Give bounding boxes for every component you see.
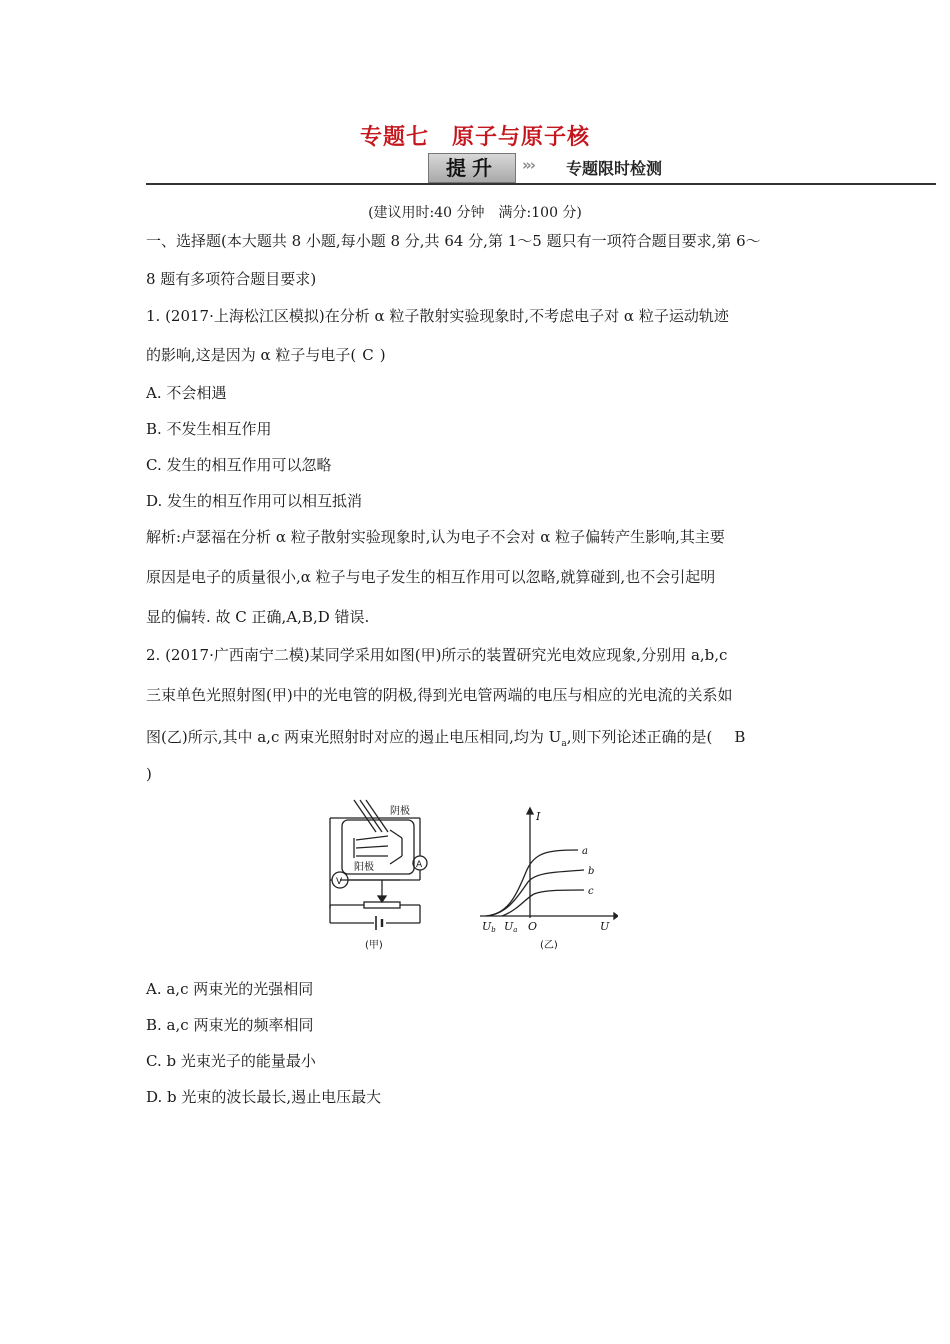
question-2-option-a: A. a,c 两束光的光强相同: [146, 980, 314, 998]
question-1-stem-line1: 1. (2017·上海松江区模拟)在分析 α 粒子散射实验现象时,不考虑电子对 α 粒子运动轨迹: [146, 307, 729, 325]
question-2-stem-line1: 2. (2017·广西南宁二模)某同学采用如图(甲)所示的装置研究光电效应现象,分别用 a,b,c: [146, 646, 728, 664]
question-2-stem-line4: ): [146, 765, 152, 783]
incident-light-ray: [366, 800, 388, 832]
chevron-right-icon: »›: [522, 156, 534, 174]
question-2-stem-line3: [146, 726, 751, 749]
question-2-option-b: B. a,c 两束光的频率相同: [146, 1016, 314, 1034]
question-1-paren-close: ): [379, 346, 386, 364]
question-1-analysis-line1: 解析:卢瑟福在分析 α 粒子散射实验现象时,认为电子不会对 α 粒子偏转产生影响,其主要: [146, 528, 725, 546]
curve-a: [486, 850, 578, 916]
question-1-stem-text: 的影响,这是因为 α 粒子与电子(: [146, 346, 357, 364]
ammeter-label: A: [416, 860, 423, 870]
section-instructions-line2: 8 题有多项符合题目要求): [146, 270, 317, 288]
voltmeter-label: V: [336, 877, 343, 887]
question-1-option-b: B. 不发生相互作用: [146, 420, 272, 438]
question-2-answer: B: [734, 728, 746, 746]
curve-c-label: c: [588, 886, 594, 897]
ua-label: Ua: [504, 920, 518, 934]
figure-circuit-diagram: [320, 798, 440, 958]
curve-c: [502, 890, 584, 916]
question-2-option-d: D. b 光束的波长最长,遏止电压最大: [146, 1088, 382, 1106]
question-1-analysis-line3: 显的偏转. 故 C 正确,A,B,D 错误.: [146, 608, 370, 626]
question-1-analysis-line2: 原因是电子的质量很小,α 粒子与电子发生的相互作用可以忽略,就算碰到,也不会引起明: [146, 568, 716, 586]
ub-label: Ub: [482, 920, 496, 934]
question-2-stem-subscript: a: [561, 739, 567, 749]
section-subtitle: 专题限时检测: [566, 159, 663, 178]
curve-a-label: a: [582, 846, 588, 857]
figure-left-caption: (甲): [365, 940, 383, 951]
figure-iu-graph: [478, 806, 618, 958]
anode-label: 阳极: [354, 862, 374, 873]
section-instructions-line1: 一、选择题(本大题共 8 小题,每小题 8 分,共 64 分,第 1～5 题只有一项符合题目要求,第 6～: [146, 232, 761, 250]
question-1-option-a: A. 不会相遇: [146, 384, 227, 402]
x-axis-arrow: [614, 913, 618, 919]
incident-light-ray: [360, 800, 382, 832]
figure-right-caption: (乙): [540, 940, 558, 951]
header-divider: [146, 183, 936, 185]
question-2-option-c: C. b 光束光子的能量最小: [146, 1052, 316, 1070]
x-axis-label: U: [600, 920, 610, 933]
curve-b-label: b: [588, 866, 595, 877]
question-2-stem-text-cont: ,则下列论述正确的是(: [566, 728, 713, 746]
question-2-stem-text: 图(乙)所示,其中 a,c 两束光照射时对应的遏止电压相同,均为 U: [146, 728, 562, 746]
question-2-stem-line2: 三束单色光照射图(甲)中的光电管的阴极,得到光电管两端的电压与相应的光电流的关系如: [146, 686, 733, 704]
y-axis-arrow: [527, 808, 533, 814]
page-title: 专题七 原子与原子核: [359, 125, 590, 150]
incident-light-ray: [354, 800, 376, 832]
y-axis-label: I: [536, 810, 541, 823]
question-1-option-d: D. 发生的相互作用可以相互抵消: [146, 492, 363, 510]
time-hint: (建议用时:40 分钟 满分:100 分): [368, 205, 582, 221]
section-badge: 提升: [428, 153, 516, 183]
question-1-answer: C: [362, 346, 374, 364]
origin-label: O: [528, 920, 538, 933]
question-1-option-c: C. 发生的相互作用可以忽略: [146, 456, 332, 474]
cathode-label: 阴极: [390, 806, 410, 817]
question-1-stem-line2: [146, 344, 386, 365]
